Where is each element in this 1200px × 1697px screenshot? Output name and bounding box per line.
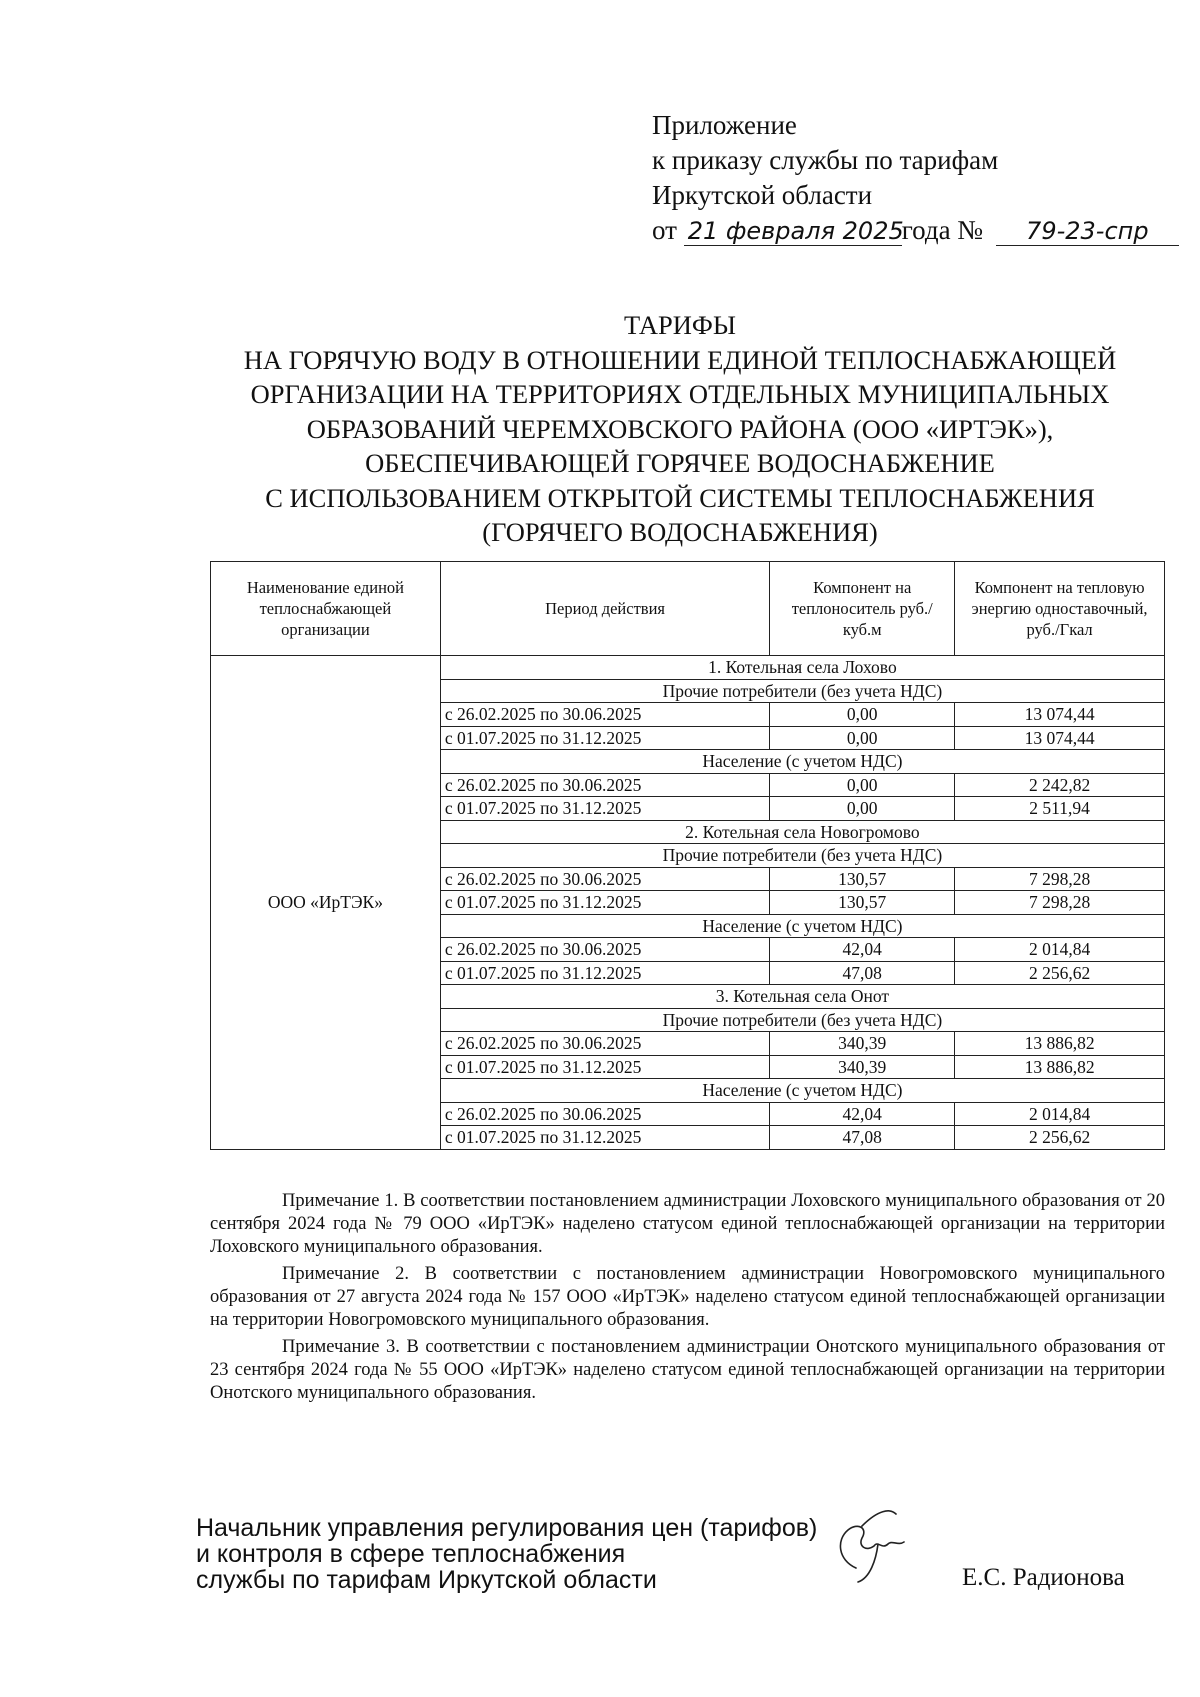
year-label: года №: [901, 215, 984, 245]
appendix-line-1: Приложение: [652, 110, 797, 140]
from-label: от: [652, 215, 677, 245]
org-name-cell: ООО «ИрТЭК»: [211, 656, 441, 1150]
header-period: Период действия: [440, 562, 770, 656]
signature-block: [196, 1515, 817, 1593]
period-cell: с 26.02.2025 по 30.06.2025: [440, 773, 770, 797]
energy-value-cell: 2 014,84: [955, 938, 1165, 962]
position-line-3: службы по тарифам Иркутской области: [196, 1566, 657, 1594]
handwritten-order-number: 79-23-спр: [996, 217, 1179, 246]
carrier-value-cell: 0,00: [770, 703, 955, 727]
document-title: [150, 308, 1200, 550]
energy-value-cell: 13 074,44: [955, 726, 1165, 750]
appendix-date-line: [652, 213, 1179, 248]
table-row: [211, 656, 1165, 680]
table-header-row: [211, 562, 1165, 656]
title-line: НА ГОРЯЧУЮ ВОДУ В ОТНОШЕНИИ ЕДИНОЙ ТЕПЛОСНАБЖАЮЩЕЙ: [243, 344, 1117, 375]
carrier-value-cell: 130,57: [770, 867, 955, 891]
energy-value-cell: 2 511,94: [955, 797, 1165, 821]
header-energy: Компонент на тепловую энергию одноставочный, руб./Гкал: [955, 562, 1165, 656]
handwritten-signature: [818, 1500, 928, 1590]
energy-value-cell: 2 242,82: [955, 773, 1165, 797]
boiler-section-title: 2. Котельная села Новогромово: [440, 820, 1164, 844]
note-paragraph: Примечание 2. В соответствии с постановлением администрации Новогромовского муниципального образования от 27 августа 2024 года № 157 ООО «ИрТЭК» наделено статусом единой теплоснабжающей организации на территории Новогромовского муниципального образования.: [210, 1264, 1165, 1330]
position-line-2: и контроля в сфере теплоснабжения: [196, 1540, 626, 1568]
carrier-value-cell: 47,08: [770, 1126, 955, 1150]
header-org: Наименование единой теплоснабжающей организации: [211, 562, 441, 656]
consumer-group-title: Прочие потребители (без учета НДС): [440, 844, 1164, 868]
period-cell: с 01.07.2025 по 31.12.2025: [440, 797, 770, 821]
energy-value-cell: 13 074,44: [955, 703, 1165, 727]
energy-value-cell: 2 256,62: [955, 961, 1165, 985]
carrier-value-cell: 0,00: [770, 773, 955, 797]
period-cell: с 01.07.2025 по 31.12.2025: [440, 961, 770, 985]
carrier-value-cell: 42,04: [770, 938, 955, 962]
appendix-header: [652, 108, 1179, 248]
title-line: ОБЕСПЕЧИВАЮЩЕЙ ГОРЯЧЕЕ ВОДОСНАБЖЕНИЕ: [365, 448, 995, 478]
carrier-value-cell: 0,00: [770, 726, 955, 750]
consumer-group-title: Прочие потребители (без учета НДС): [440, 679, 1164, 703]
tariff-table: [210, 561, 1165, 1150]
title-line: (ГОРЯЧЕГО ВОДОСНАБЖЕНИЯ): [482, 517, 878, 547]
appendix-line-3: Иркутской области: [652, 180, 873, 210]
period-cell: с 01.07.2025 по 31.12.2025: [440, 1055, 770, 1079]
title-line: С ИСПОЛЬЗОВАНИЕМ ОТКРЫТОЙ СИСТЕМЫ ТЕПЛОСНАБЖЕНИЯ: [265, 482, 1095, 513]
title-line: ТАРИФЫ: [624, 310, 736, 340]
note-paragraph: Примечание 1. В соответствии постановлением администрации Лоховского муниципального образования от 20 сентября 2024 года № 79 ООО «ИрТЭК» наделено статусом единой теплоснабжающей организации на территории Лоховского муниципального образования.: [210, 1191, 1165, 1257]
consumer-group-title: Население (с учетом НДС): [440, 750, 1164, 774]
boiler-section-title: 1. Котельная села Лохово: [440, 656, 1164, 680]
carrier-value-cell: 340,39: [770, 1055, 955, 1079]
consumer-group-title: Население (с учетом НДС): [440, 1079, 1164, 1103]
notes-section: [210, 1190, 1165, 1409]
position-line-1: Начальник управления регулирования цен (тарифов): [196, 1514, 818, 1542]
period-cell: с 26.02.2025 по 30.06.2025: [440, 703, 770, 727]
period-cell: с 26.02.2025 по 30.06.2025: [440, 938, 770, 962]
header-carrier: Компонент на теплоноситель руб./куб.м: [770, 562, 955, 656]
energy-value-cell: 7 298,28: [955, 867, 1165, 891]
note-paragraph: Примечание 3. В соответствии с постановлением администрации Онотского муниципального образования от 23 сентября 2024 года № 55 ООО «ИрТЭК» наделено статусом единой теплоснабжающей организации на территории Онотского муниципального образования.: [210, 1337, 1165, 1403]
boiler-section-title: 3. Котельная села Онот: [440, 985, 1164, 1009]
carrier-value-cell: 0,00: [770, 797, 955, 821]
carrier-value-cell: 130,57: [770, 891, 955, 915]
carrier-value-cell: 42,04: [770, 1102, 955, 1126]
period-cell: с 01.07.2025 по 31.12.2025: [440, 1126, 770, 1150]
energy-value-cell: 2 014,84: [955, 1102, 1165, 1126]
title-line: ОРГАНИЗАЦИИ НА ТЕРРИТОРИЯХ ОТДЕЛЬНЫХ МУНИЦИПАЛЬНЫХ: [250, 379, 1110, 409]
energy-value-cell: 2 256,62: [955, 1126, 1165, 1150]
energy-value-cell: 13 886,82: [955, 1032, 1165, 1056]
consumer-group-title: Население (с учетом НДС): [440, 914, 1164, 938]
carrier-value-cell: 340,39: [770, 1032, 955, 1056]
consumer-group-title: Прочие потребители (без учета НДС): [440, 1008, 1164, 1032]
energy-value-cell: 13 886,82: [955, 1055, 1165, 1079]
signer-name: Е.С. Радионова: [962, 1564, 1125, 1591]
period-cell: с 01.07.2025 по 31.12.2025: [440, 726, 770, 750]
table-body: [211, 656, 1165, 1150]
period-cell: с 01.07.2025 по 31.12.2025: [440, 891, 770, 915]
energy-value-cell: 7 298,28: [955, 891, 1165, 915]
handwritten-date: 21 февраля 2025: [684, 217, 902, 246]
appendix-line-2: к приказу службы по тарифам: [652, 145, 999, 175]
period-cell: с 26.02.2025 по 30.06.2025: [440, 867, 770, 891]
title-line: ОБРАЗОВАНИЙ ЧЕРЕМХОВСКОГО РАЙОНА (ООО «ИРТЭК»),: [306, 413, 1054, 444]
period-cell: с 26.02.2025 по 30.06.2025: [440, 1102, 770, 1126]
period-cell: с 26.02.2025 по 30.06.2025: [440, 1032, 770, 1056]
carrier-value-cell: 47,08: [770, 961, 955, 985]
